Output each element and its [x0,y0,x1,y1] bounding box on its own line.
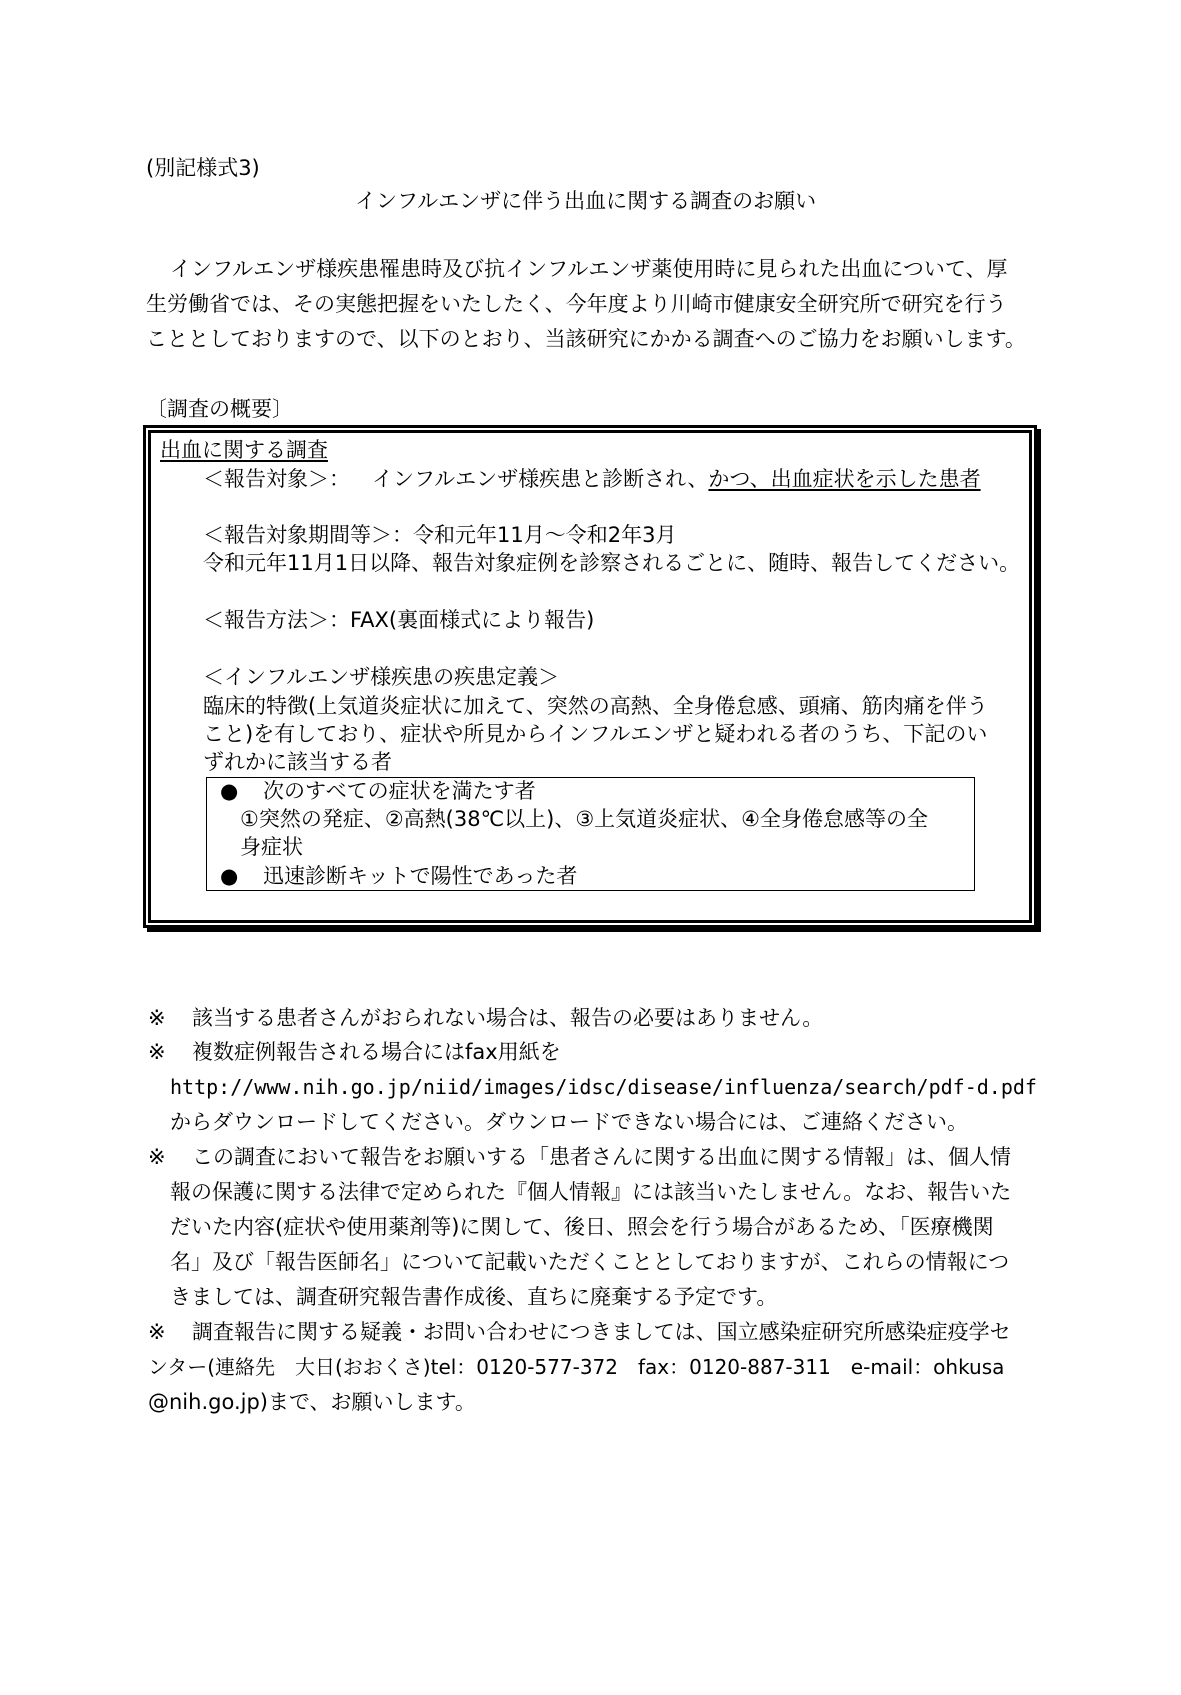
target-value: インフルエンザ様疾患と診断され、 [372,467,709,491]
overview-label: 〔調査の概要〕 [146,397,293,421]
note-3-line-1: この調査において報告をお願いする「患者さんに関する出血に関する情報」は、個人情 [192,1145,1011,1169]
note-4-mark: ※ [148,1320,166,1344]
note-1-text: 該当する患者さんがおられない場合は、報告の必要はありません。 [192,1006,824,1030]
download-link[interactable]: http://www.nih.go.jp/niid/images/idsc/disease/influenza/search/pdf-d.pdf [170,1075,1037,1099]
note-4-line-3: @nih.go.jp)まで、お願いします。 [148,1390,476,1414]
criteria-item-1-detail-1: ①突然の発症、②高熱(38℃以上)、③上気道炎症状、④全身倦怠感等の全 [240,807,928,831]
period-line: ＜報告対象期間等＞：令和元年11月～令和2年3月 [203,523,677,547]
definition-line-1: 臨床的特徴(上気道炎症状に加えて、突然の高熱、全身倦怠感、頭痛、筋肉痛を伴う [203,694,988,718]
definition-line-3: ずれかに該当する者 [203,750,392,774]
note-4-line-1: 調査報告に関する疑義・お問い合わせにつきましては、国立感染症研究所感染症疫学セ [192,1320,1011,1344]
note-2-text: 複数症例報告される場合にはfax用紙を [192,1040,561,1064]
box-title: 出血に関する調査 [160,438,328,462]
target-row [203,465,981,493]
note-3-line-2: 報の保護に関する法律で定められた『個人情報』には該当いたしません。なお、報告いた [170,1180,1012,1204]
intro-line-1: インフルエンザ様疾患罹患時及び抗インフルエンザ薬使用時に見られた出血について、厚 [170,257,1008,281]
method-line: ＜報告方法＞：FAX(裏面様式により報告) [203,608,595,632]
target-value-underlined: かつ、出血症状を示した患者 [708,467,981,491]
criteria-bullet-2: ● [220,864,239,888]
definition-line-2: こと)を有しており、症状や所見からインフルエンザと疑われる者のうち、下記のい [203,722,988,746]
note-2-continued: からダウンロードしてください。ダウンロードできない場合には、ご連絡ください。 [170,1110,968,1134]
frame-shadow-right [1037,429,1041,932]
note-1-mark: ※ [148,1006,166,1030]
page-title: インフルエンザに伴う出血に関する調査のお願い [355,189,817,213]
criteria-item-1-detail-2: 身症状 [240,835,303,859]
form-label: (別記様式3) [146,156,260,180]
note-3-line-4: 名」及び「報告医師名」について記載いただくこととしておりますが、これらの情報につ [170,1250,1010,1274]
period-note: 令和元年11月1日以降、報告対象症例を診察されるごとに、随時、報告してください。 [203,551,1021,575]
note-3-line-3: だいた内容(症状や使用薬剤等)に関して、後日、照会を行う場合があるため、「医療機関 [170,1215,994,1239]
criteria-item-2: 迅速診断キットで陽性であった者 [263,864,578,888]
note-3-mark: ※ [148,1145,166,1169]
definition-label: ＜インフルエンザ様疾患の疾患定義＞ [203,665,560,689]
note-2-mark: ※ [148,1040,166,1064]
intro-line-3: こととしておりますので、以下のとおり、当該研究にかかる調査へのご協力をお願いします。 [146,327,1026,351]
frame-shadow-bottom [147,928,1041,932]
note-4-line-2: ンター(連絡先 大日(おおくさ)tel：0120-577-372 fax：0120-887-311 e-mail：ohkusa [148,1355,1005,1379]
target-label: ＜報告対象＞： [203,467,350,491]
intro-line-2: 生労働省では、その実態把握をいたしたく、今年度より川崎市健康安全研究所で研究を行う [146,292,1007,316]
criteria-bullet-1: ● [220,779,239,803]
note-3-line-5: きましては、調査研究報告書作成後、直ちに廃棄する予定です。 [170,1285,778,1309]
criteria-item-1: 次のすべての症状を満たす者 [263,779,536,803]
